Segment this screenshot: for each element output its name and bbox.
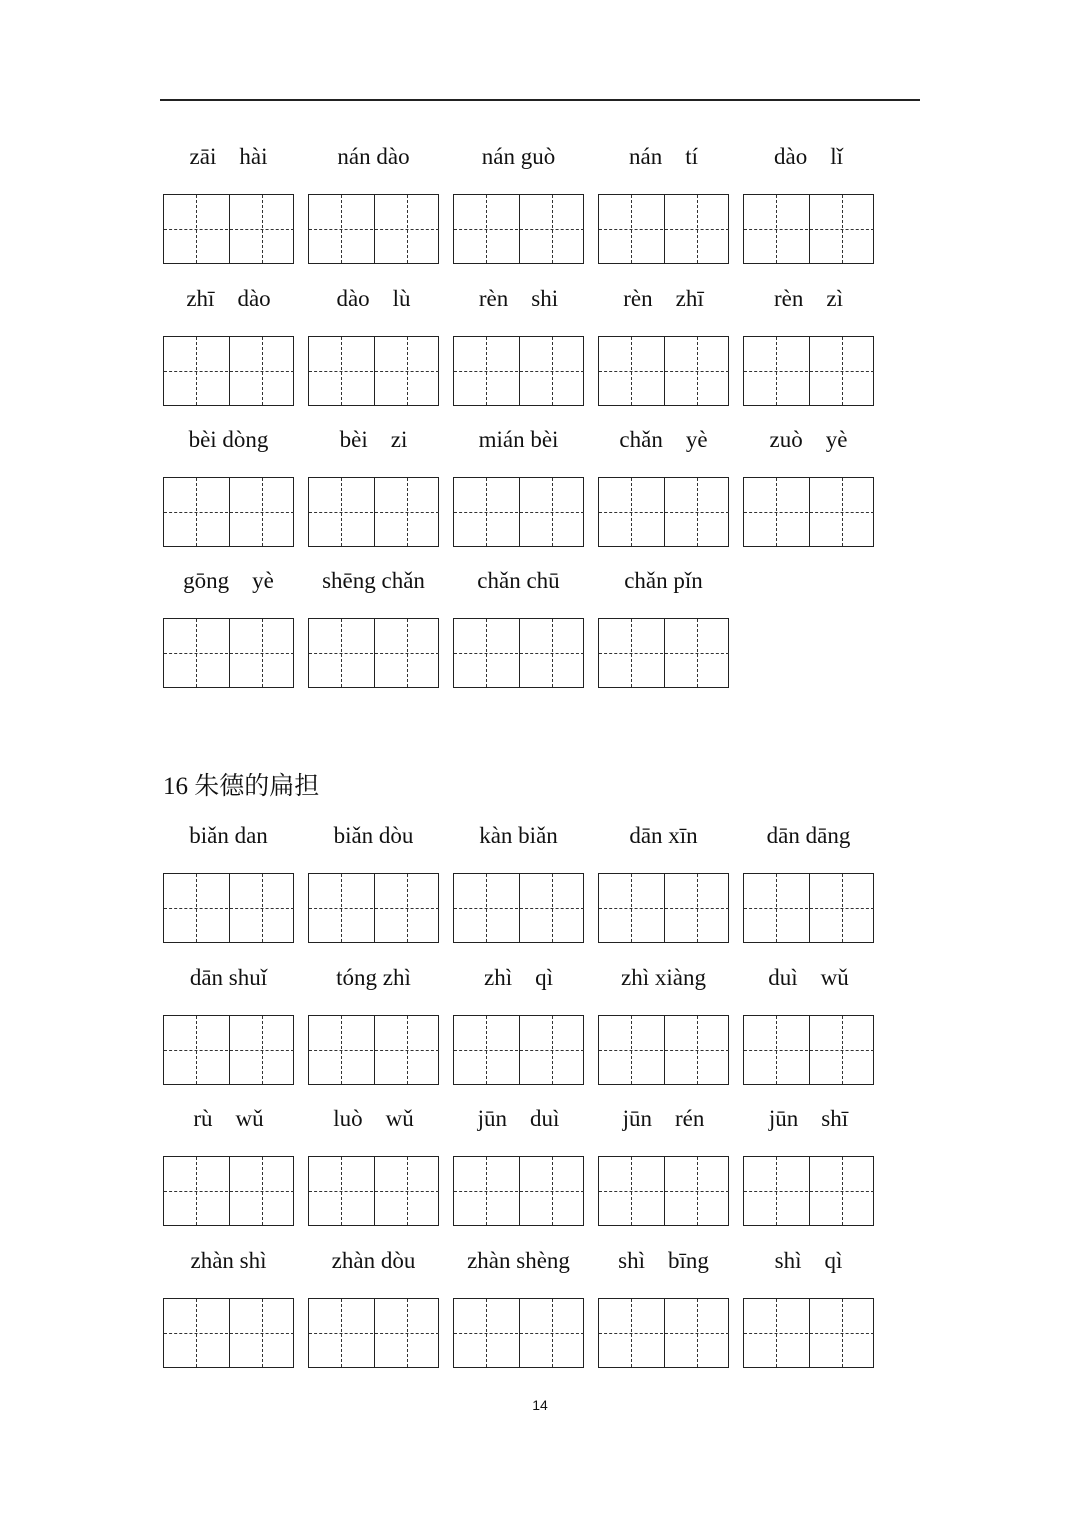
- pinyin-label: biǎn dan: [189, 823, 268, 848]
- guide-line-horizontal: [599, 229, 663, 230]
- character-cell[interactable]: [374, 619, 439, 687]
- pinyin-label: zhì qì: [484, 965, 553, 990]
- pinyin-label: zuò yè: [769, 427, 848, 452]
- pinyin-label: shì bīng: [618, 1248, 709, 1273]
- character-cell[interactable]: [664, 1016, 729, 1084]
- writing-boxes: [163, 194, 903, 264]
- pinyin-label: zhàn shì: [190, 1248, 267, 1273]
- character-cell[interactable]: [454, 1016, 518, 1084]
- guide-line-horizontal: [599, 653, 663, 654]
- character-cell[interactable]: [519, 619, 584, 687]
- guide-line-horizontal: [309, 908, 373, 909]
- guide-line-horizontal: [665, 1050, 729, 1051]
- character-cell[interactable]: [519, 1016, 584, 1084]
- guide-line-horizontal: [520, 653, 584, 654]
- writing-boxes: [163, 336, 903, 406]
- guide-line-horizontal: [164, 908, 228, 909]
- character-cell[interactable]: [599, 1299, 663, 1367]
- tianzige-box[interactable]: [308, 1156, 439, 1226]
- guide-line-horizontal: [744, 1191, 808, 1192]
- tianzige-box[interactable]: [598, 1298, 729, 1368]
- character-cell[interactable]: [309, 619, 373, 687]
- guide-line-horizontal: [744, 1050, 808, 1051]
- character-cell[interactable]: [664, 874, 729, 942]
- character-cell[interactable]: [374, 874, 439, 942]
- guide-line-horizontal: [810, 512, 874, 513]
- word-row: [163, 144, 903, 184]
- tianzige-box[interactable]: [308, 873, 439, 943]
- character-cell[interactable]: [809, 478, 874, 546]
- word-row: [163, 823, 903, 863]
- pinyin-label: zhàn dòu: [331, 1248, 416, 1273]
- character-cell[interactable]: [164, 195, 228, 263]
- pinyin-line: [163, 823, 903, 863]
- tianzige-box[interactable]: [743, 194, 874, 264]
- guide-line-horizontal: [164, 1333, 228, 1334]
- guide-line-horizontal: [309, 1333, 373, 1334]
- tianzige-box[interactable]: [598, 194, 729, 264]
- character-cell[interactable]: [309, 1299, 373, 1367]
- tianzige-box[interactable]: [163, 618, 294, 688]
- guide-line-horizontal: [744, 1333, 808, 1334]
- pinyin-label: rèn zì: [774, 286, 843, 311]
- tianzige-box[interactable]: [308, 336, 439, 406]
- pinyin-line: [163, 144, 903, 184]
- pinyin-label: chǎn yè: [619, 427, 708, 452]
- guide-line-horizontal: [454, 229, 518, 230]
- pinyin-label: shēng chǎn: [322, 568, 425, 593]
- word-row: [163, 568, 903, 608]
- character-cell[interactable]: [454, 874, 518, 942]
- guide-line-horizontal: [810, 1333, 874, 1334]
- guide-line-horizontal: [164, 1050, 228, 1051]
- pinyin-line: [163, 427, 903, 467]
- character-cell[interactable]: [809, 195, 874, 263]
- guide-line-horizontal: [665, 908, 729, 909]
- guide-line-horizontal: [665, 371, 729, 372]
- character-cell[interactable]: [309, 1016, 373, 1084]
- writing-boxes: [163, 1156, 903, 1226]
- character-cell[interactable]: [809, 337, 874, 405]
- tianzige-box[interactable]: [743, 873, 874, 943]
- tianzige-box[interactable]: [308, 477, 439, 547]
- pinyin-label: shì qì: [774, 1248, 843, 1273]
- guide-line-horizontal: [309, 1191, 373, 1192]
- character-cell[interactable]: [744, 478, 808, 546]
- character-cell[interactable]: [599, 1157, 663, 1225]
- tianzige-box[interactable]: [743, 1156, 874, 1226]
- character-cell[interactable]: [229, 1016, 294, 1084]
- guide-line-horizontal: [230, 1050, 294, 1051]
- pinyin-label: zāi hài: [189, 144, 268, 169]
- pinyin-label: chǎn pǐn: [624, 568, 703, 593]
- word-row: [163, 965, 903, 1005]
- character-cell[interactable]: [309, 337, 373, 405]
- pinyin-line: [163, 1248, 903, 1288]
- tianzige-box[interactable]: [598, 336, 729, 406]
- pinyin-label: jūn duì: [477, 1106, 560, 1131]
- tianzige-box[interactable]: [163, 194, 294, 264]
- guide-line-horizontal: [309, 512, 373, 513]
- guide-line-horizontal: [599, 1191, 663, 1192]
- guide-line-horizontal: [230, 1191, 294, 1192]
- tianzige-box[interactable]: [743, 1015, 874, 1085]
- guide-line-horizontal: [520, 1333, 584, 1334]
- character-cell[interactable]: [664, 1299, 729, 1367]
- guide-line-horizontal: [164, 653, 228, 654]
- pinyin-line: [163, 568, 903, 608]
- character-cell[interactable]: [309, 195, 373, 263]
- lesson-title: 16 朱德的扁担: [163, 773, 320, 800]
- pinyin-label: nán guò: [481, 144, 556, 169]
- pinyin-line: [163, 286, 903, 326]
- tianzige-box[interactable]: [743, 336, 874, 406]
- guide-line-horizontal: [520, 1050, 584, 1051]
- character-cell[interactable]: [744, 1157, 808, 1225]
- character-cell[interactable]: [809, 1157, 874, 1225]
- guide-line-horizontal: [375, 1050, 439, 1051]
- tianzige-box[interactable]: [598, 1156, 729, 1226]
- tianzige-box[interactable]: [598, 477, 729, 547]
- character-cell[interactable]: [374, 1299, 439, 1367]
- pinyin-label: jūn rén: [622, 1106, 705, 1131]
- pinyin-label: dào lǐ: [774, 144, 843, 169]
- character-cell[interactable]: [519, 195, 584, 263]
- character-cell[interactable]: [229, 1157, 294, 1225]
- word-row: [163, 1106, 903, 1146]
- character-cell[interactable]: [454, 1157, 518, 1225]
- character-cell[interactable]: [309, 1157, 373, 1225]
- tianzige-box[interactable]: [453, 194, 584, 264]
- tianzige-box[interactable]: [163, 1156, 294, 1226]
- tianzige-box[interactable]: [743, 1298, 874, 1368]
- guide-line-horizontal: [230, 229, 294, 230]
- guide-line-horizontal: [454, 653, 518, 654]
- character-cell[interactable]: [454, 619, 518, 687]
- pinyin-label: dān xīn: [629, 823, 698, 848]
- guide-line-horizontal: [454, 908, 518, 909]
- character-cell[interactable]: [664, 1157, 729, 1225]
- character-cell[interactable]: [809, 1299, 874, 1367]
- guide-line-horizontal: [375, 371, 439, 372]
- tianzige-box[interactable]: [308, 1015, 439, 1085]
- character-cell[interactable]: [164, 874, 228, 942]
- guide-line-horizontal: [309, 1050, 373, 1051]
- tianzige-box[interactable]: [453, 477, 584, 547]
- guide-line-horizontal: [599, 371, 663, 372]
- character-cell[interactable]: [309, 478, 373, 546]
- character-cell[interactable]: [454, 478, 518, 546]
- guide-line-horizontal: [520, 229, 584, 230]
- guide-line-horizontal: [375, 908, 439, 909]
- guide-line-horizontal: [520, 512, 584, 513]
- pinyin-label: luò wǔ: [333, 1106, 414, 1131]
- character-cell[interactable]: [229, 1299, 294, 1367]
- guide-line-horizontal: [665, 1191, 729, 1192]
- writing-boxes: [163, 618, 903, 688]
- character-cell[interactable]: [454, 195, 518, 263]
- character-cell[interactable]: [229, 195, 294, 263]
- pinyin-label: rèn shi: [478, 286, 559, 311]
- tianzige-box[interactable]: [308, 1298, 439, 1368]
- pinyin-label: zhàn shèng: [467, 1248, 570, 1273]
- character-cell[interactable]: [599, 195, 663, 263]
- character-cell[interactable]: [744, 195, 808, 263]
- pinyin-label: mián bèi: [478, 427, 559, 452]
- word-row: [163, 286, 903, 326]
- guide-line-horizontal: [375, 1333, 439, 1334]
- guide-line-horizontal: [520, 1191, 584, 1192]
- pinyin-line: [163, 965, 903, 1005]
- character-cell[interactable]: [229, 874, 294, 942]
- pinyin-label: rù wǔ: [193, 1106, 264, 1131]
- character-cell[interactable]: [744, 874, 808, 942]
- character-cell[interactable]: [164, 337, 228, 405]
- guide-line-horizontal: [164, 1191, 228, 1192]
- character-cell[interactable]: [744, 1016, 808, 1084]
- guide-line-horizontal: [744, 371, 808, 372]
- character-cell[interactable]: [519, 478, 584, 546]
- character-cell[interactable]: [519, 337, 584, 405]
- character-cell[interactable]: [519, 1157, 584, 1225]
- character-cell[interactable]: [519, 874, 584, 942]
- guide-line-horizontal: [744, 908, 808, 909]
- character-cell[interactable]: [519, 1299, 584, 1367]
- guide-line-horizontal: [164, 229, 228, 230]
- writing-boxes: [163, 477, 903, 547]
- tianzige-box[interactable]: [453, 1298, 584, 1368]
- character-cell[interactable]: [164, 478, 228, 546]
- pinyin-label: biǎn dòu: [333, 823, 414, 848]
- pinyin-label: nán tí: [629, 144, 698, 169]
- tianzige-box[interactable]: [308, 618, 439, 688]
- character-cell[interactable]: [664, 337, 729, 405]
- tianzige-box[interactable]: [453, 336, 584, 406]
- character-cell[interactable]: [809, 874, 874, 942]
- guide-line-horizontal: [309, 229, 373, 230]
- tianzige-box[interactable]: [743, 477, 874, 547]
- guide-line-horizontal: [810, 371, 874, 372]
- guide-line-horizontal: [454, 1191, 518, 1192]
- character-cell[interactable]: [164, 1299, 228, 1367]
- pinyin-label: kàn biǎn: [479, 823, 558, 848]
- character-cell[interactable]: [374, 478, 439, 546]
- guide-line-horizontal: [665, 653, 729, 654]
- guide-line-horizontal: [375, 229, 439, 230]
- guide-line-horizontal: [230, 908, 294, 909]
- tianzige-box[interactable]: [598, 618, 729, 688]
- guide-line-horizontal: [599, 908, 663, 909]
- pinyin-label: chǎn chū: [477, 568, 560, 593]
- guide-line-horizontal: [810, 1191, 874, 1192]
- character-cell[interactable]: [744, 1299, 808, 1367]
- tianzige-box[interactable]: [163, 477, 294, 547]
- tianzige-box[interactable]: [598, 873, 729, 943]
- pinyin-label: jūn shī: [768, 1106, 849, 1131]
- character-cell[interactable]: [599, 478, 663, 546]
- guide-line-horizontal: [665, 512, 729, 513]
- word-row: [163, 1248, 903, 1288]
- guide-line-horizontal: [665, 229, 729, 230]
- guide-line-horizontal: [744, 512, 808, 513]
- tianzige-box[interactable]: [163, 336, 294, 406]
- character-cell[interactable]: [599, 1016, 663, 1084]
- pinyin-label: tóng zhì: [336, 965, 411, 990]
- pinyin-line: [163, 1106, 903, 1146]
- tianzige-box[interactable]: [453, 1156, 584, 1226]
- character-cell[interactable]: [599, 337, 663, 405]
- guide-line-horizontal: [164, 512, 228, 513]
- pinyin-label: rèn zhī: [623, 286, 704, 311]
- guide-line-horizontal: [230, 512, 294, 513]
- guide-line-horizontal: [810, 1050, 874, 1051]
- tianzige-box[interactable]: [163, 1298, 294, 1368]
- pinyin-label: dān shuǐ: [189, 965, 268, 990]
- word-row: [163, 427, 903, 467]
- character-cell[interactable]: [599, 619, 663, 687]
- character-cell[interactable]: [809, 1016, 874, 1084]
- pinyin-label: zhì xiàng: [621, 965, 706, 990]
- character-cell[interactable]: [164, 619, 228, 687]
- pinyin-label: dān dāng: [766, 823, 851, 848]
- guide-line-horizontal: [454, 371, 518, 372]
- guide-line-horizontal: [309, 653, 373, 654]
- guide-line-horizontal: [599, 1333, 663, 1334]
- guide-line-horizontal: [375, 1191, 439, 1192]
- guide-line-horizontal: [230, 371, 294, 372]
- character-cell[interactable]: [229, 337, 294, 405]
- guide-line-horizontal: [230, 653, 294, 654]
- guide-line-horizontal: [164, 371, 228, 372]
- guide-line-horizontal: [309, 371, 373, 372]
- tianzige-box[interactable]: [453, 873, 584, 943]
- character-cell[interactable]: [664, 195, 729, 263]
- pinyin-label: bèi zi: [339, 427, 408, 452]
- top-rule: [160, 99, 920, 101]
- guide-line-horizontal: [375, 653, 439, 654]
- character-cell[interactable]: [454, 1299, 518, 1367]
- pinyin-label: duì wǔ: [768, 965, 849, 990]
- pinyin-label: bèi dòng: [188, 427, 269, 452]
- character-cell[interactable]: [229, 619, 294, 687]
- character-cell[interactable]: [374, 1016, 439, 1084]
- pinyin-label: dào lù: [336, 286, 411, 311]
- guide-line-horizontal: [520, 371, 584, 372]
- guide-line-horizontal: [599, 512, 663, 513]
- writing-boxes: [163, 1015, 903, 1085]
- guide-line-horizontal: [454, 1333, 518, 1334]
- character-cell[interactable]: [229, 478, 294, 546]
- guide-line-horizontal: [230, 1333, 294, 1334]
- page-number: 14: [532, 1397, 548, 1413]
- character-cell[interactable]: [374, 1157, 439, 1225]
- tianzige-box[interactable]: [308, 194, 439, 264]
- tianzige-box[interactable]: [163, 1015, 294, 1085]
- character-cell[interactable]: [664, 478, 729, 546]
- character-cell[interactable]: [664, 619, 729, 687]
- guide-line-horizontal: [665, 1333, 729, 1334]
- pinyin-label: nán dào: [337, 144, 410, 169]
- character-cell[interactable]: [454, 337, 518, 405]
- guide-line-horizontal: [454, 1050, 518, 1051]
- pinyin-label: zhī dào: [186, 286, 271, 311]
- guide-line-horizontal: [810, 908, 874, 909]
- character-cell[interactable]: [164, 1157, 228, 1225]
- writing-boxes: [163, 873, 903, 943]
- tianzige-box[interactable]: [453, 1015, 584, 1085]
- tianzige-box[interactable]: [453, 618, 584, 688]
- tianzige-box[interactable]: [598, 1015, 729, 1085]
- tianzige-box[interactable]: [163, 873, 294, 943]
- guide-line-horizontal: [744, 229, 808, 230]
- guide-line-horizontal: [375, 512, 439, 513]
- guide-line-horizontal: [810, 229, 874, 230]
- pinyin-label: gōng yè: [183, 568, 274, 593]
- character-cell[interactable]: [744, 337, 808, 405]
- character-cell[interactable]: [164, 1016, 228, 1084]
- guide-line-horizontal: [454, 512, 518, 513]
- character-cell[interactable]: [374, 195, 439, 263]
- writing-boxes: [163, 1298, 903, 1368]
- character-cell[interactable]: [374, 337, 439, 405]
- guide-line-horizontal: [520, 908, 584, 909]
- guide-line-horizontal: [599, 1050, 663, 1051]
- character-cell[interactable]: [599, 874, 663, 942]
- character-cell[interactable]: [309, 874, 373, 942]
